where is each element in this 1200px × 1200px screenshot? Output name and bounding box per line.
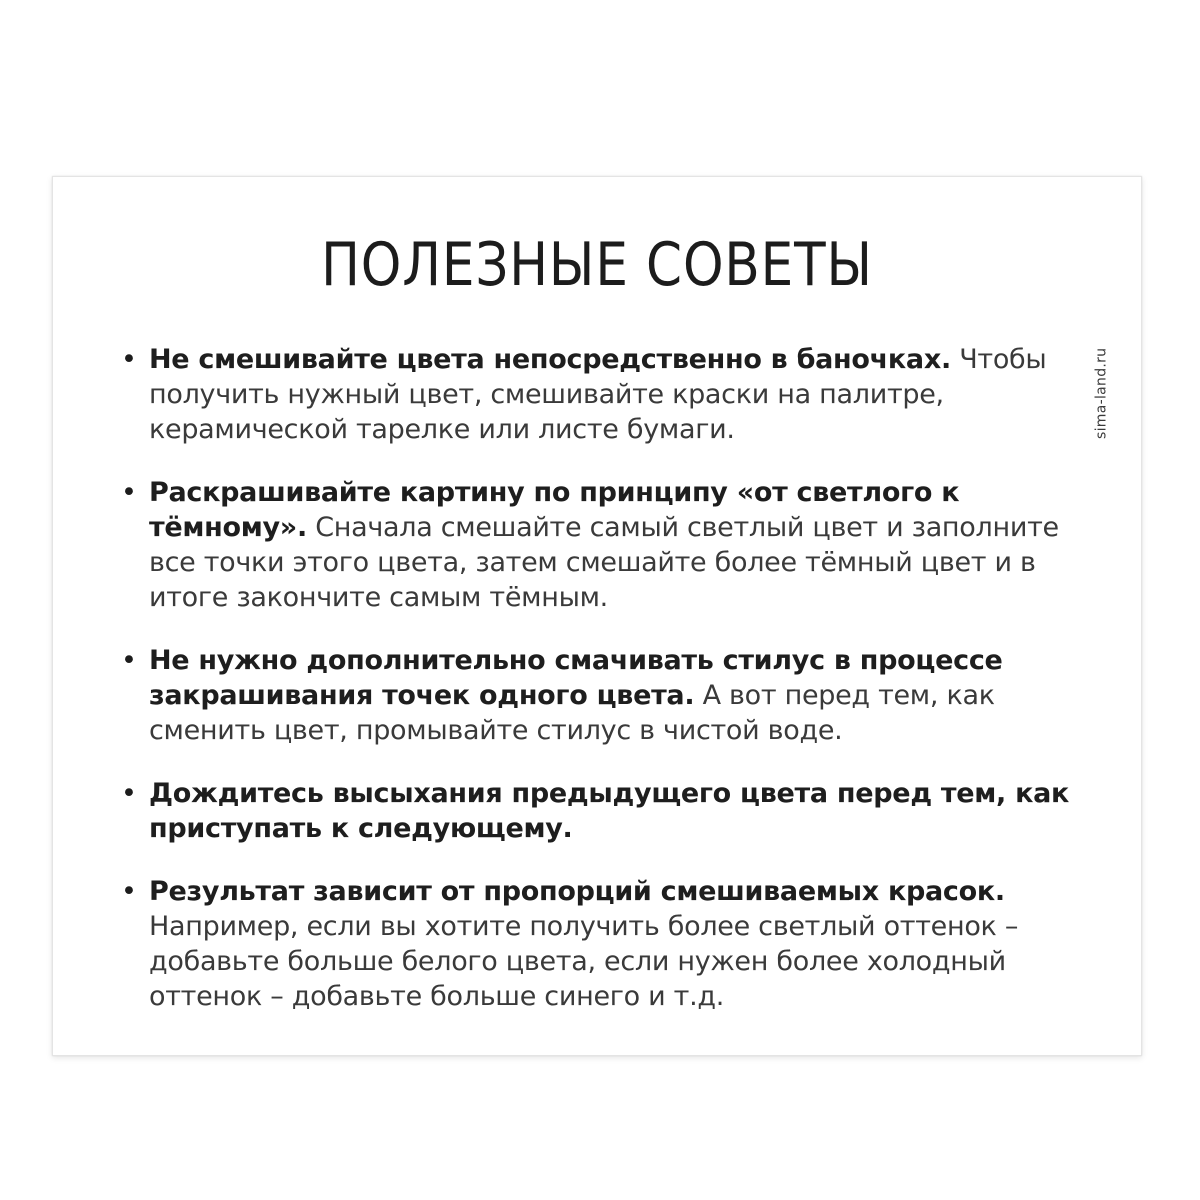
tip-heading: Дождитесь высыхания предыдущего цвета перед тем, как приступать к следующему. — [149, 778, 1070, 844]
bullet-icon: • — [121, 876, 137, 907]
tip-item — [121, 874, 1103, 1014]
tip-body: Например, если вы хотите получить более светлый оттенок – добавьте больше белого цвета, если нужен более холодный оттенок – добавьте больше синего и т.д. — [149, 911, 1019, 1012]
bullet-icon: • — [121, 344, 137, 375]
tips-card — [52, 176, 1142, 1056]
tip-heading: Не смешивайте цвета непосредственно в баночках. — [149, 344, 951, 375]
bullet-icon: • — [121, 778, 137, 809]
site-watermark: sima-land.ru — [1093, 347, 1109, 439]
tip-heading: Раскрашивайте картину по принципу «от светлого к тёмному». — [149, 477, 960, 543]
bullet-icon: • — [121, 477, 137, 508]
card-title: ПОЛЕЗНЫЕ СОВЕТЫ — [321, 230, 873, 300]
tip-heading: Результат зависит от пропорций смешиваемых красок. — [149, 876, 1005, 907]
tips-list — [121, 342, 1103, 1042]
tip-item — [121, 643, 1103, 748]
tip-item — [121, 776, 1103, 846]
tip-heading: Не нужно дополнительно смачивать стилус в процессе закрашивания точек одного цвета. — [149, 645, 1003, 711]
bullet-icon: • — [121, 645, 137, 676]
tip-item — [121, 475, 1103, 615]
tip-body: Сначала смешайте самый светлый цвет и заполните все точки этого цвета, затем смешайте более тёмный цвет и в итоге закончите самым тёмным. — [149, 512, 1059, 613]
tip-body: Чтобы получить нужный цвет, смешивайте краски на палитре, керамической тарелке или листе бумаги. — [149, 344, 1047, 445]
tip-item — [121, 342, 1103, 447]
tip-body: А вот перед тем, как сменить цвет, промывайте стилус в чистой воде. — [149, 680, 995, 746]
